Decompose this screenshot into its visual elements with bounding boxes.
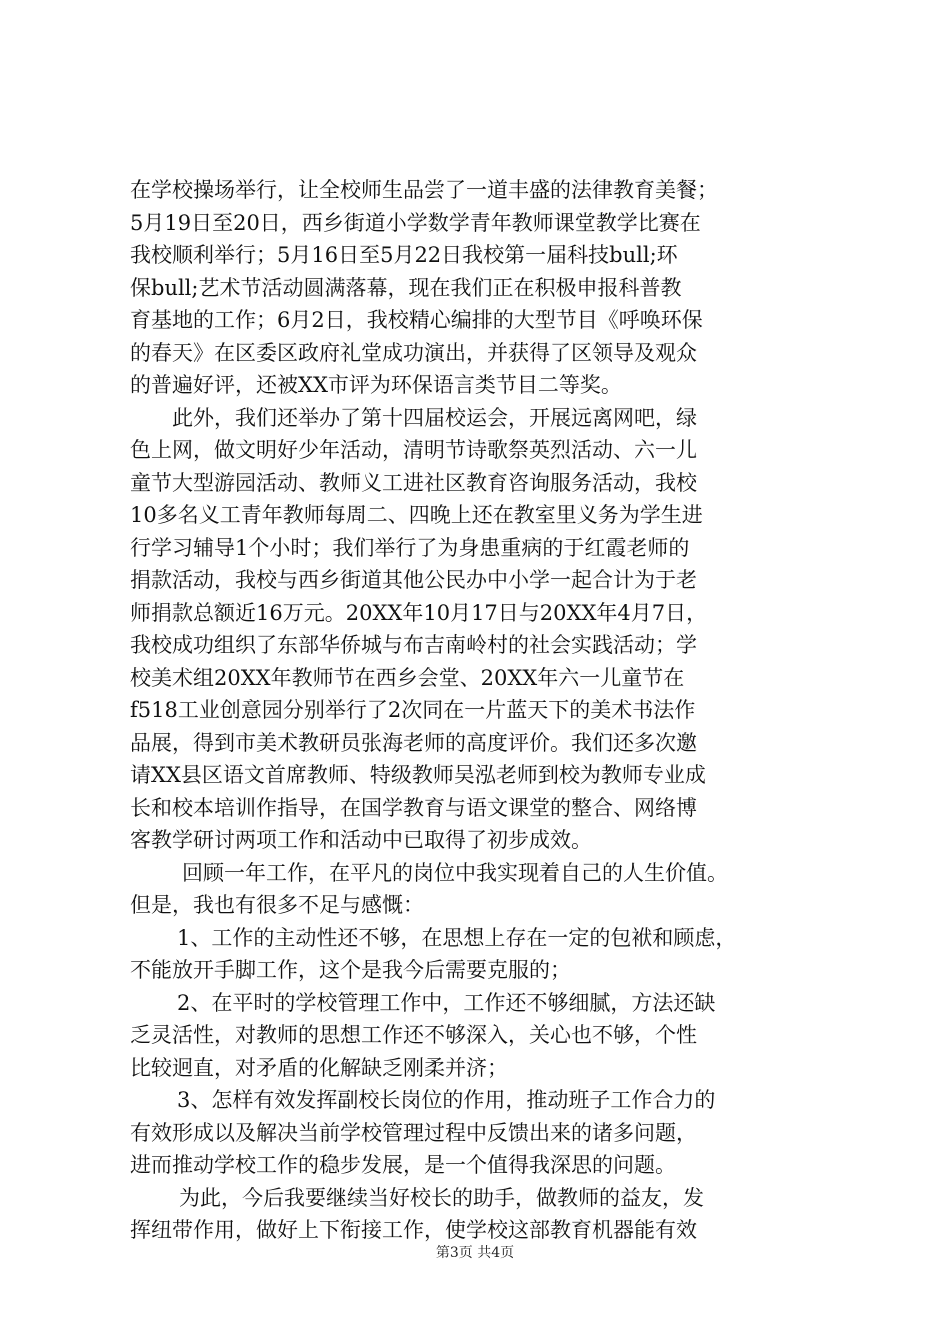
list-item-line: 2、在平时的学校管理工作中，工作还不够细腻，方法还缺 <box>177 990 716 1015</box>
list-item-line: 1、工作的主动性还不够，在思想上存在一定的包袱和顾虑， <box>177 925 737 950</box>
text-line: 比较迥直，对矛盾的化解缺乏刚柔并济； <box>130 1055 508 1080</box>
page-number-footer: 第3页 共4页 <box>435 1245 515 1261</box>
text-line: 行学习辅导1个小时；我们举行了为身患重病的于红霞老师的 <box>130 535 690 560</box>
list-item-line: 3、怎样有效发挥副校长岗位的作用，推动班子工作合力的 <box>177 1088 716 1112</box>
text-line: 不能放开手脚工作，这个是我今后需要克服的； <box>130 958 571 982</box>
text-line: 捐款活动，我校与西乡街道其他公民办中小学一起合计为于老 <box>130 568 697 592</box>
text-line: 5月19日至20日，西乡街道小学数学青年教师课堂教学比赛在 <box>130 210 701 235</box>
text-line: 请XX县区语文首席教师、特级教师吴泓老师到校为教师专业成 <box>130 763 706 787</box>
text-line: 客教学研讨两项工作和活动中已取得了初步成效。 <box>130 828 592 852</box>
text-line: 但是，我也有很多不足与感慨： <box>130 893 424 917</box>
text-line: 挥纽带作用，做好上下衔接工作，使学校这部教育机器能有效 <box>130 1218 697 1242</box>
text-line: 进而推动学校工作的稳步发展，是一个值得我深思的问题。 <box>130 1153 676 1177</box>
text-line: 保bull;艺术节活动圆满落幕，现在我们正在积极申报科普教 <box>130 275 682 300</box>
paragraph-start-line: 为此，今后我要继续当好校长的助手，做教师的益友，发 <box>179 1185 704 1210</box>
text-line: 乏灵活性，对教师的思想工作还不够深入，关心也不够，个性 <box>130 1023 697 1047</box>
text-line: 我校顺利举行；5月16日至5月22日我校第一届科技bull;环 <box>130 243 678 267</box>
document-body <box>130 174 830 1247</box>
text-line: 色上网，做文明好少年活动，清明节诗歌祭英烈活动、六一儿 <box>130 438 697 462</box>
text-line: 校美术组20XX年教师节在西乡会堂、20XX年六一儿童节在 <box>130 665 685 690</box>
text-line: 童节大型游园活动、教师义工进社区教育咨询服务活动，我校 <box>130 470 697 495</box>
text-line: 师捐款总额近16万元。20XX年10月17日与20XX年4月7日， <box>130 600 708 625</box>
text-line: 在学校操场举行，让全校师生品尝了一道丰盛的法律教育美餐； <box>130 178 718 202</box>
text-line: 长和校本培训作指导，在国学教育与语文课堂的整合、网络博 <box>130 795 697 820</box>
text-line: 10多名义工青年教师每周二、四晚上还在教室里义务为学生进 <box>130 503 703 527</box>
paragraph-start-line: 回顾一年工作，在平凡的岗位中我实现着自己的人生价值。 <box>182 860 728 885</box>
text-line: 育基地的工作；6月2日，我校精心编排的大型节目《呼唤环保 <box>130 308 703 332</box>
text-line: 的普遍好评，还被XX市评为环保语言类节目二等奖。 <box>130 373 622 397</box>
text-line: 的春天》在区委区政府礼堂成功演出，并获得了区领导及观众 <box>130 340 697 365</box>
text-line: 我校成功组织了东部华侨城与布吉南岭村的社会实践活动；学 <box>130 633 697 657</box>
paragraph-start-line: 此外，我们还举办了第十四届校运会，开展远离网吧，绿 <box>172 405 697 430</box>
text-line: 有效形成以及解决当前学校管理过程中反馈出来的诸多问题， <box>130 1120 697 1145</box>
text-line: 品展，得到市美术教研员张海老师的高度评价。我们还多次邀 <box>130 730 697 755</box>
text-line: f518工业创意园分别举行了2次同在一片蓝天下的美术书法作 <box>130 698 696 722</box>
